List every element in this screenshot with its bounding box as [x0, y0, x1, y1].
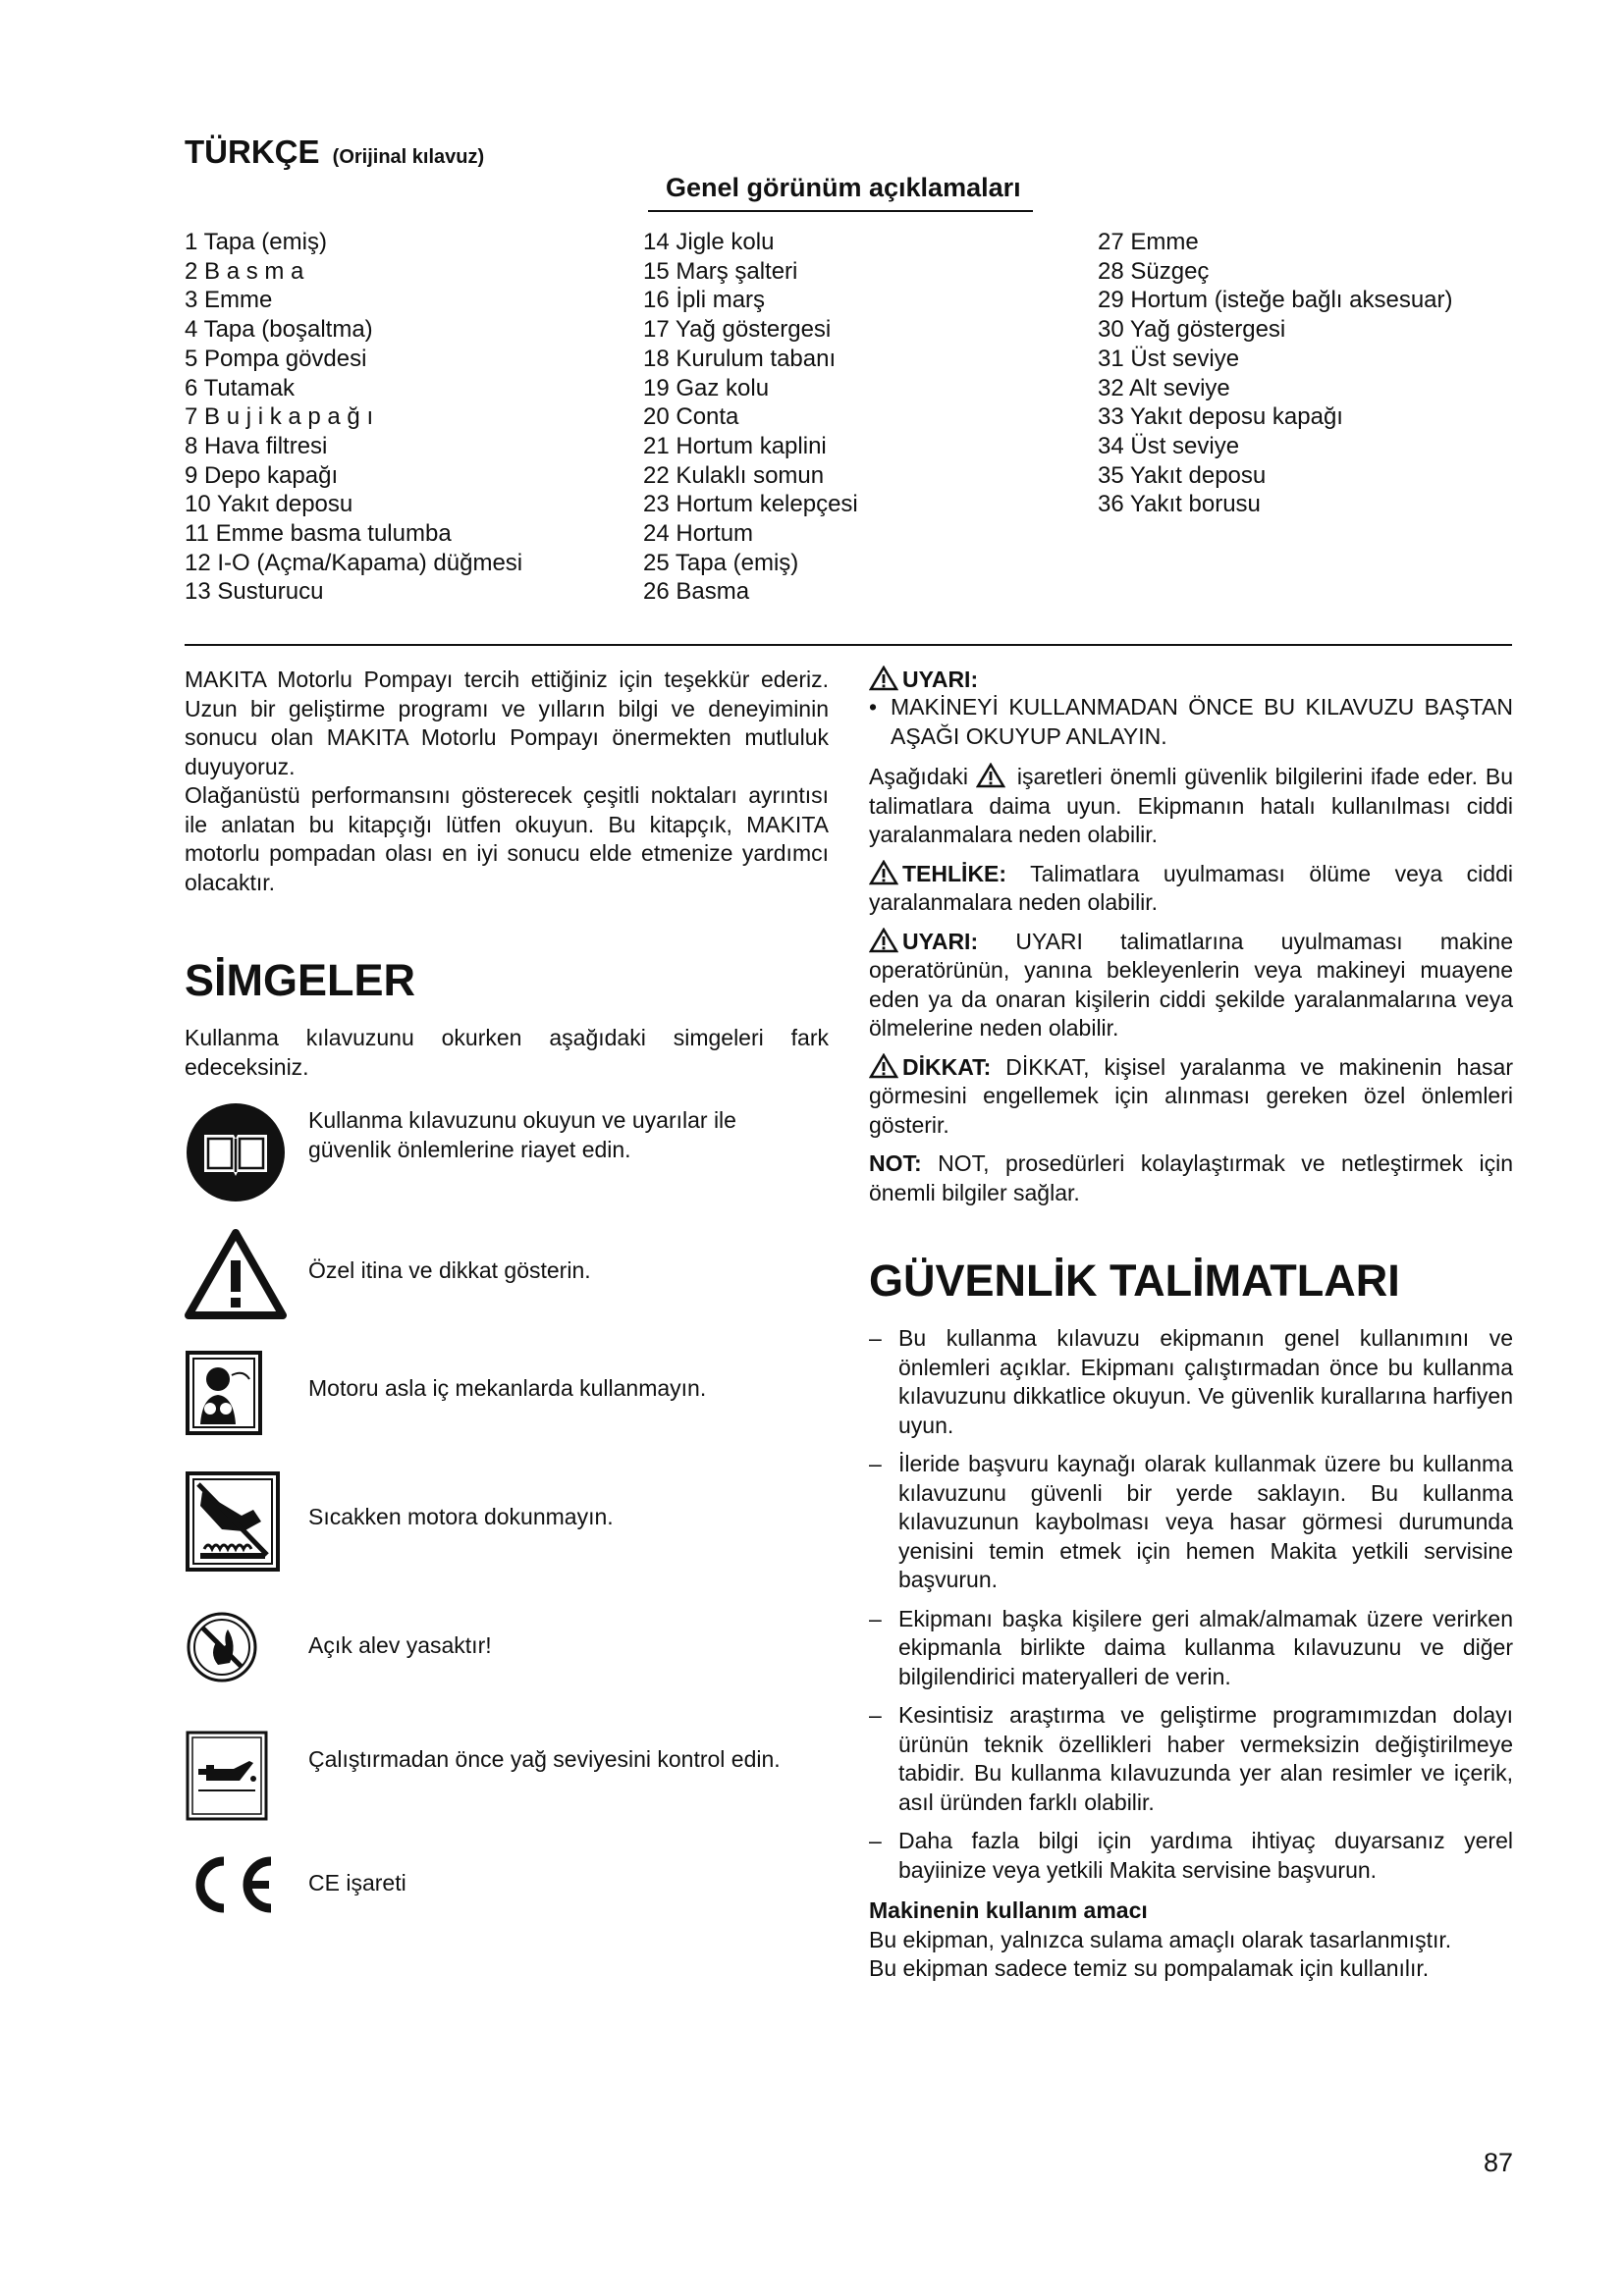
right-column	[869, 666, 1513, 1984]
parts-item: 31 Üst seviye	[1098, 345, 1240, 372]
purpose-paragraph-1: Bu ekipman, yalnızca sulama amaçlı olarak tasarlanmıştır.	[869, 1926, 1452, 1952]
parts-item: 23 Hortum kelepçesi	[643, 491, 858, 518]
safety-heading: GÜVENLİK TALİMATLARI	[869, 1255, 1400, 1306]
uyari-label: UYARI:	[902, 928, 979, 954]
symbols-intro: Kullanma kılavuzunu okurken aşağıdaki simgeleri fark edeceksiniz.	[185, 1025, 829, 1080]
parts-item: 4 Tapa (boşaltma)	[185, 316, 373, 344]
parts-item: 35 Yakıt deposu	[1098, 461, 1267, 489]
dikkat-text: DİKKAT, kişisel yaralanma ve makinenin hasar görmesini engellemek için alınması gereken özel önlemleri gösterir.	[869, 1053, 1514, 1138]
safety-item: – Kesintisiz araştırma ve geliştirme programımızdan dolayı ürünün teknik özellikleri haber vermeksizin değiştirilmeye tabidir. Bu kullanma kılavuzunda yer alan resimler ve içerik, asıl üründen farklı olabilir.	[869, 1702, 1513, 1815]
parts-item: 3 Emme	[185, 287, 273, 314]
intro-paragraph-2: Olağanüstü performansını gösterecek çeşitli noktaları ayrıntısı ile anlatan bu kitapçığı lütfen okuyun. Bu kitapçık, MAKITA motorlu pompadan olası en iyi sonucu elde etmenize yardımcı olacaktır.	[185, 782, 829, 895]
parts-item: 11 Emme basma tulumba	[185, 520, 452, 548]
parts-item: 6 Tutamak	[185, 374, 296, 401]
uyari-bullet	[869, 693, 1513, 751]
legend-text-pre: Aşağıdaki	[869, 764, 969, 789]
parts-item: 20 Conta	[643, 403, 739, 431]
intro-paragraph-1: MAKITA Motorlu Pompayı tercih ettiğiniz için teşekkür ederiz. Uzun bir geliştirme programı ve yılların bilgi ve deneyiminin sonucu olan MAKITA Motorlu Pompayı önermekten mutluluk duyuyoruz.	[185, 667, 829, 779]
parts-item: 36 Yakıt borusu	[1098, 491, 1261, 518]
warning-triangle-icon	[869, 928, 898, 953]
legend-text-post: işaretleri önemli güvenlik bilgilerini ifade eder. Bu talimatlara daima uyun. Ekipmanın hatalı kullanılması ciddi yaralanmalara neden olabilir.	[869, 764, 1514, 847]
parts-item: 7 B u j i k a p a ğ ı	[185, 403, 374, 431]
warning-triangle-icon	[869, 1053, 898, 1079]
dikkat-label: DİKKAT:	[902, 1053, 992, 1080]
parts-item: 26 Basma	[643, 578, 750, 606]
parts-item: 19 Gaz kolu	[643, 374, 770, 401]
safety-item: – Bu kullanma kılavuzu ekipmanın genel kullanımını ve önlemleri açıklar. Ekipmanı çalıştırmadan önce bu kullanma kılavuzunu dikkatlice okuyun. Ve güvenlik kurallarına harfiyen uyun.	[869, 1325, 1513, 1438]
safety-item-text: Ekipmanı başka kişilere geri almak/almamak üzere verirken ekipmanla birlikte daima kullanma kılavuzunu ve diğer bilgilendirici materyalleri de verin.	[898, 1605, 1513, 1689]
language-subtitle: (Orijinal kılavuz)	[332, 146, 485, 168]
symbol-text: Açık alev yasaktır!	[308, 1632, 492, 1658]
symbol-text: Özel itina ve dikkat gösterin.	[308, 1257, 591, 1283]
tehlike-text: Talimatlara uyulmaması ölüme veya ciddi yaralanmalara neden olabilir.	[869, 860, 1513, 915]
ce-mark-icon	[185, 1853, 279, 1916]
symbols-heading: SİMGELER	[185, 955, 416, 1005]
bullet-mark: •	[869, 694, 878, 720]
symbols-list	[185, 0, 829, 2296]
tehlike-label: TEHLİKE:	[902, 860, 1007, 886]
safety-item: – Daha fazla bilgi için yardıma ihtiyaç duyarsanız yerel bayiinize veya yetkili Makita servisine başvurun.	[869, 1828, 1513, 1883]
tehlike-paragraph	[869, 860, 1513, 918]
uyari-text: UYARI talimatlarına uyulmaması makine operatörünün, yanına bekleyenlerin veya makineyi muayene eden ya da onaran kişilerin ciddi şekilde yaralanmalarına veya ölmelerine neden olabilir.	[869, 928, 1513, 1041]
safety-item-text: Kesintisiz araştırma ve geliştirme programımızdan dolayı ürünün teknik özellikleri haber vermeksizin değiştirilmeye tabidir. Bu kullanma kılavuzunda yer alan resimler ve içerik, asıl üründen farklı olabilir.	[898, 1702, 1513, 1815]
symbol-text: Kullanma kılavuzunu okuyun ve uyarılar ile güvenlik önlemlerine riayet edin.	[308, 1107, 736, 1162]
parts-item: 34 Üst seviye	[1098, 432, 1240, 459]
parts-item: 32 Alt seviye	[1098, 374, 1230, 401]
overview-title: Genel görünüm açıklamaları	[666, 173, 1021, 202]
parts-item: 14 Jigle kolu	[643, 229, 775, 255]
parts-item: 16 İpli marş	[643, 287, 766, 314]
safety-item-text: Bu kullanma kılavuzu ekipmanın genel kullanımını ve önlemleri açıklar. Ekipmanı çalıştırmadan önce bu kullanma kılavuzunu dikkatlice okuyun. Ve güvenlik kurallarına harfiyen uyun.	[898, 1325, 1513, 1438]
parts-item: 5 Pompa gövdesi	[185, 345, 367, 372]
hot-surface-icon	[185, 1470, 281, 1573]
parts-item: 24 Hortum	[643, 520, 754, 548]
safety-item-text: Daha fazla bilgi için yardıma ihtiyaç duyarsanız yerel bayiinize veya yetkili Makita servisine başvurun.	[898, 1828, 1513, 1883]
not-label: NOT:	[869, 1150, 922, 1176]
parts-item: 29 Hortum (isteğe bağlı aksesuar)	[1098, 287, 1453, 314]
page-number: 87	[1483, 2148, 1513, 2177]
parts-item: 27 Emme	[1098, 229, 1199, 255]
parts-item: 13 Susturucu	[185, 578, 324, 606]
warning-triangle-icon	[976, 763, 1005, 788]
legend-paragraph	[869, 763, 1513, 850]
purpose-paragraph-2: Bu ekipman sadece temiz su pompalamak için kullanılır.	[869, 1955, 1430, 1981]
symbol-text: Çalıştırmadan önce yağ seviyesini kontrol edin.	[308, 1746, 781, 1772]
uyari-bullet-text: MAKİNEYİ KULLANMADAN ÖNCE BU KILAVUZU BAŞTAN AŞAĞI OKUYUP ANLAYIN.	[891, 694, 1513, 749]
parts-item: 15 Marş şalteri	[643, 257, 798, 285]
parts-item: 33 Yakıt deposu kapağı	[1098, 403, 1343, 431]
language-title: TÜRKÇE	[185, 133, 320, 170]
parts-item: 8 Hava filtresi	[185, 432, 328, 459]
dikkat-paragraph	[869, 1053, 1513, 1141]
safety-list	[869, 1324, 1513, 1885]
safety-item: – Ekipmanı başka kişilere geri almak/almamak üzere verirken ekipmanla birlikte daima kullanma kılavuzunu ve diğer bilgilendirici materyalleri de verin.	[869, 1605, 1513, 1689]
symbol-text: Motoru asla iç mekanlarda kullanmayın.	[308, 1375, 707, 1401]
parts-item: 10 Yakıt deposu	[185, 491, 353, 518]
warning-triangle-icon	[185, 1227, 287, 1321]
warning-triangle-icon	[869, 666, 898, 691]
parts-column-3	[1098, 228, 1453, 519]
safety-item-text: İleride başvuru kaynağı olarak kullanmak üzere bu kullanma kılavuzunu güvenli bir yerde saklayın. Bu kullanma kılavuzunun kaybolması veya hasar görmesi durumunda yenisini temin etmek için hemen Makita yetkili servisine başvurun.	[898, 1451, 1513, 1592]
oil-level-icon	[185, 1730, 269, 1822]
parts-item: 25 Tapa (emiş)	[643, 549, 799, 576]
symbol-text: Sıcakken motora dokunmayın.	[308, 1504, 614, 1529]
not-text: NOT, prosedürleri kolaylaştırmak ve netleştirmek için önemli bilgiler sağlar.	[869, 1150, 1513, 1205]
not-paragraph	[869, 1149, 1513, 1207]
uyari-heading-text: UYARI:	[902, 667, 979, 692]
parts-item: 21 Hortum kaplini	[643, 432, 827, 459]
parts-item: 30 Yağ göstergesi	[1098, 316, 1286, 344]
parts-item: 12 I-O (Açma/Kapama) düğmesi	[185, 549, 523, 576]
parts-item: 22 Kulaklı somun	[643, 461, 825, 489]
no-indoor-use-icon	[185, 1350, 263, 1436]
warning-triangle-icon	[869, 860, 898, 885]
parts-item: 2 B a s m a	[185, 257, 304, 285]
safety-item: – İleride başvuru kaynağı olarak kullanmak üzere bu kullanma kılavuzunu güvenli bir yerde saklayın. Bu kullanma kılavuzunun kaybolması veya hasar görmesi durumunda yenisini temin etmek için hemen Makita yetkili servisine başvurun.	[869, 1451, 1513, 1592]
purpose-title: Makinenin kullanım amacı	[869, 1897, 1148, 1923]
parts-item: 18 Kurulum tabanı	[643, 345, 837, 372]
no-open-flame-icon	[185, 1610, 259, 1684]
parts-item: 28 Süzgeç	[1098, 257, 1210, 285]
parts-item: 9 Depo kapağı	[185, 461, 339, 489]
uyari-paragraph	[869, 928, 1513, 1043]
symbol-text: CE işareti	[308, 1870, 406, 1896]
uyari-heading	[869, 666, 1513, 693]
parts-item: 1 Tapa (emiş)	[185, 229, 327, 255]
read-manual-icon	[185, 1101, 287, 1203]
parts-item: 17 Yağ göstergesi	[643, 316, 832, 344]
